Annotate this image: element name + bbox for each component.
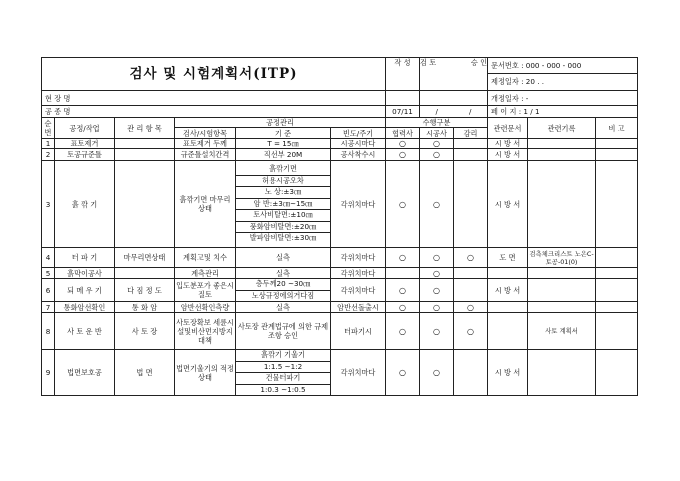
row-number: 4 [42,248,55,268]
criteria-line: 암 반:±3㎝~15㎝ [236,199,330,211]
related-record-cell [528,350,596,396]
related-record-cell [528,268,596,279]
table-row [42,149,638,161]
row-number: 6 [42,279,55,302]
process-cell: 법면보호공 [55,350,115,396]
process-cell: 흙 깎 기 [55,161,115,248]
enact-date: 제정일자 : 20 . . [491,77,545,86]
control-item-cell [115,149,175,161]
frequency-cell: 공사착수시 [331,149,386,161]
approval-label-approve: 승 인 [470,58,488,67]
criteria-cell: T = 15㎝ [236,139,331,149]
process-cell: 흙막이공사 [55,268,115,279]
frequency-cell: 각위치마다 [331,161,386,248]
related-doc-cell [488,313,528,350]
table-row [42,268,638,279]
related-doc-cell: 시 방 서 [488,279,528,302]
col-frequency: 빈도/주기 [331,128,386,139]
subcontractor-mark: ○ [386,302,420,313]
remarks-cell [596,149,638,161]
date-cell: / [435,107,438,116]
contractor-mark: ○ [420,268,454,279]
process-cell: 되 메 우 기 [55,279,115,302]
inspection-item-cell: 흙깎기면 마무리 상태 [175,161,236,248]
control-item-cell: 법 면 [115,350,175,396]
page-number: 페 이 지 : 1 / 1 [488,106,638,118]
inspection-item-cell: 입도분포가 좋은시질토 [175,279,236,302]
subcontractor-mark: ○ [386,161,420,248]
criteria-cell: 실측 [236,268,331,279]
contractor-mark: ○ [420,248,454,268]
criteria-cell [236,161,331,248]
row-number: 2 [42,149,55,161]
process-cell: 표토제거 [55,139,115,149]
control-item-cell: 다 짐 정 도 [115,279,175,302]
subcontractor-mark: ○ [386,313,420,350]
subcontractor-mark: ○ [386,279,420,302]
criteria-cell: 사토장 관계법규에 의한 규제조항 승인 [236,313,331,350]
row-number: 5 [42,268,55,279]
inspection-item-cell: 계획고및 치수 [175,248,236,268]
related-doc-cell: 도 면 [488,248,528,268]
work-type-label: 공 종 명 [42,106,386,118]
frequency-cell: 터파기시 [331,313,386,350]
subcontractor-mark: ○ [386,248,420,268]
supervisor-mark: ○ [454,313,488,350]
table-row [42,313,638,350]
process-cell: 터 파 기 [55,248,115,268]
col-inspection-item: 검사/시험항목 [175,128,236,139]
subcontractor-mark: ○ [386,139,420,149]
contractor-mark: ○ [420,313,454,350]
supervisor-mark [454,279,488,302]
process-cell: 토공규준틀 [55,149,115,161]
related-doc-cell: 시 방 서 [488,139,528,149]
criteria-cell [236,350,331,396]
related-record-cell [528,161,596,248]
criteria-line: 1:1.5 ~1:2 [236,362,330,374]
control-item-cell [115,139,175,149]
row-number: 9 [42,350,55,396]
remarks-cell [596,313,638,350]
criteria-line: 흙깎기면 [236,164,330,176]
criteria-cell: 실측 [236,302,331,313]
itp-rows [42,139,638,396]
remarks-cell [596,248,638,268]
col-remarks: 비 고 [596,118,638,139]
remarks-cell [596,268,638,279]
criteria-line: 발파암비탈면:±30㎝ [249,233,317,243]
related-doc-cell [488,268,528,279]
frequency-cell: 각위치마다 [331,350,386,396]
table-row [42,350,638,396]
frequency-cell: 각위치마다 [331,248,386,268]
supervisor-mark [454,139,488,149]
related-record-cell: 검측체크리스트 노은C-토공-01(0) [529,249,594,266]
approval-label-author: 작 성 [386,58,420,91]
criteria-cell: 직선부 20M [236,149,331,161]
remarks-cell [596,350,638,396]
inspection-item-cell: 암반선확인측량 [175,302,236,313]
col-no: 순번 [42,118,55,139]
inspection-item-cell: 사토장확보 세륜시설및비산먼지방지대책 [175,313,236,350]
frequency-cell: 시공시마다 [331,139,386,149]
row-number: 7 [42,302,55,313]
control-item-cell [115,161,175,248]
row-number: 3 [42,161,55,248]
remarks-cell [596,139,638,149]
frequency-cell: 각위치마다 [331,279,386,302]
table-row [42,248,638,268]
criteria-line: 노 상:±3㎝ [236,187,330,199]
date-cell: 07/11 [386,106,420,118]
subcontractor-mark: ○ [386,149,420,161]
criteria-line: 토사비탈면:±10㎝ [236,210,330,222]
contractor-mark: ○ [420,302,454,313]
criteria-line: 건물터파기 [236,373,330,385]
control-item-cell [115,268,175,279]
related-doc-cell: 시 방 서 [488,161,528,248]
process-cell: 통화암선확인 [55,302,115,313]
frequency-cell: 각위치마다 [331,268,386,279]
itp-document [41,57,637,396]
criteria-cell [236,279,331,302]
related-record-cell [528,149,596,161]
related-record-cell [528,302,596,313]
col-process-mgmt: 공정관리 [175,118,386,128]
revise-date: 개정일자 : - [488,91,638,106]
table-row [42,161,638,248]
supervisor-mark [454,268,488,279]
inspection-item-cell: 표토제거 두께 [175,139,236,149]
inspection-item-cell: 법면기울기의 적정상태 [175,350,236,396]
remarks-cell [596,161,638,248]
criteria-line: 흙깎기 기울기 [236,350,330,362]
doc-number: 문서번호 : 000 - 000 - 000 [488,58,637,74]
doc-info-block [488,58,638,91]
table-row [42,139,638,149]
criteria-line: 풍화암비탈면:±20㎝ [236,222,330,234]
table-row [42,302,638,313]
contractor-mark: ○ [420,350,454,396]
criteria-line: 허용시공오차 [236,176,330,188]
contractor-mark: ○ [420,139,454,149]
row-number: 1 [42,139,55,149]
supervisor-mark: ○ [454,248,488,268]
supervisor-mark: ○ [454,302,488,313]
related-record-cell [528,279,596,302]
col-supervisor: 감리 [454,128,488,139]
control-item-cell: 통 화 암 [115,302,175,313]
remarks-cell [596,302,638,313]
contractor-mark: ○ [420,149,454,161]
inspection-item-cell: 규준틀설치간격 [175,149,236,161]
criteria-line: 노상규정에의거다짐 [251,290,315,300]
itp-table [41,57,638,396]
col-subcontractor: 협력사 [386,128,420,139]
table-row [42,279,638,302]
supervisor-mark [454,161,488,248]
control-item-cell: 사 토 장 [115,313,175,350]
frequency-cell: 암반선돌출시 [331,302,386,313]
supervisor-mark [454,350,488,396]
remarks-cell [596,279,638,302]
inspection-item-cell: 계측관리 [175,268,236,279]
criteria-line: 층두께20 ~30㎝ [236,279,330,291]
related-record-cell [528,139,596,149]
subcontractor-mark: ○ [386,350,420,396]
date-cell: / [469,107,472,116]
col-control-item: 관 리 항 목 [115,118,175,139]
criteria-line: 1:0.3 ~1:0.5 [260,384,306,394]
contractor-mark: ○ [420,279,454,302]
related-doc-cell: 시 방 서 [488,350,528,396]
row-number: 8 [42,313,55,350]
related-doc-cell: 시 방 서 [488,149,528,161]
approval-label-review: 검 토 [420,58,437,67]
related-record-cell: 사토 계획서 [528,313,596,350]
subcontractor-mark [386,268,420,279]
supervisor-mark [454,149,488,161]
col-criteria: 기 준 [236,128,331,139]
related-doc-cell [488,302,528,313]
approval-labels-review-approve [420,58,488,91]
process-cell: 사 토 운 반 [55,313,115,350]
site-name-label: 현 장 명 [42,91,386,106]
col-process: 공정/작업 [55,118,115,139]
criteria-cell: 실측 [236,248,331,268]
contractor-mark: ○ [420,161,454,248]
col-related-record: 관련기록 [528,118,596,139]
document-title: 검사 및 시험계획서(ITP) [42,58,386,91]
col-related-doc: 관련문서 [488,118,528,139]
control-item-cell: 마무리면상태 [115,248,175,268]
col-contractor: 시공사 [420,128,454,139]
col-perform: 수행구분 [386,118,488,128]
